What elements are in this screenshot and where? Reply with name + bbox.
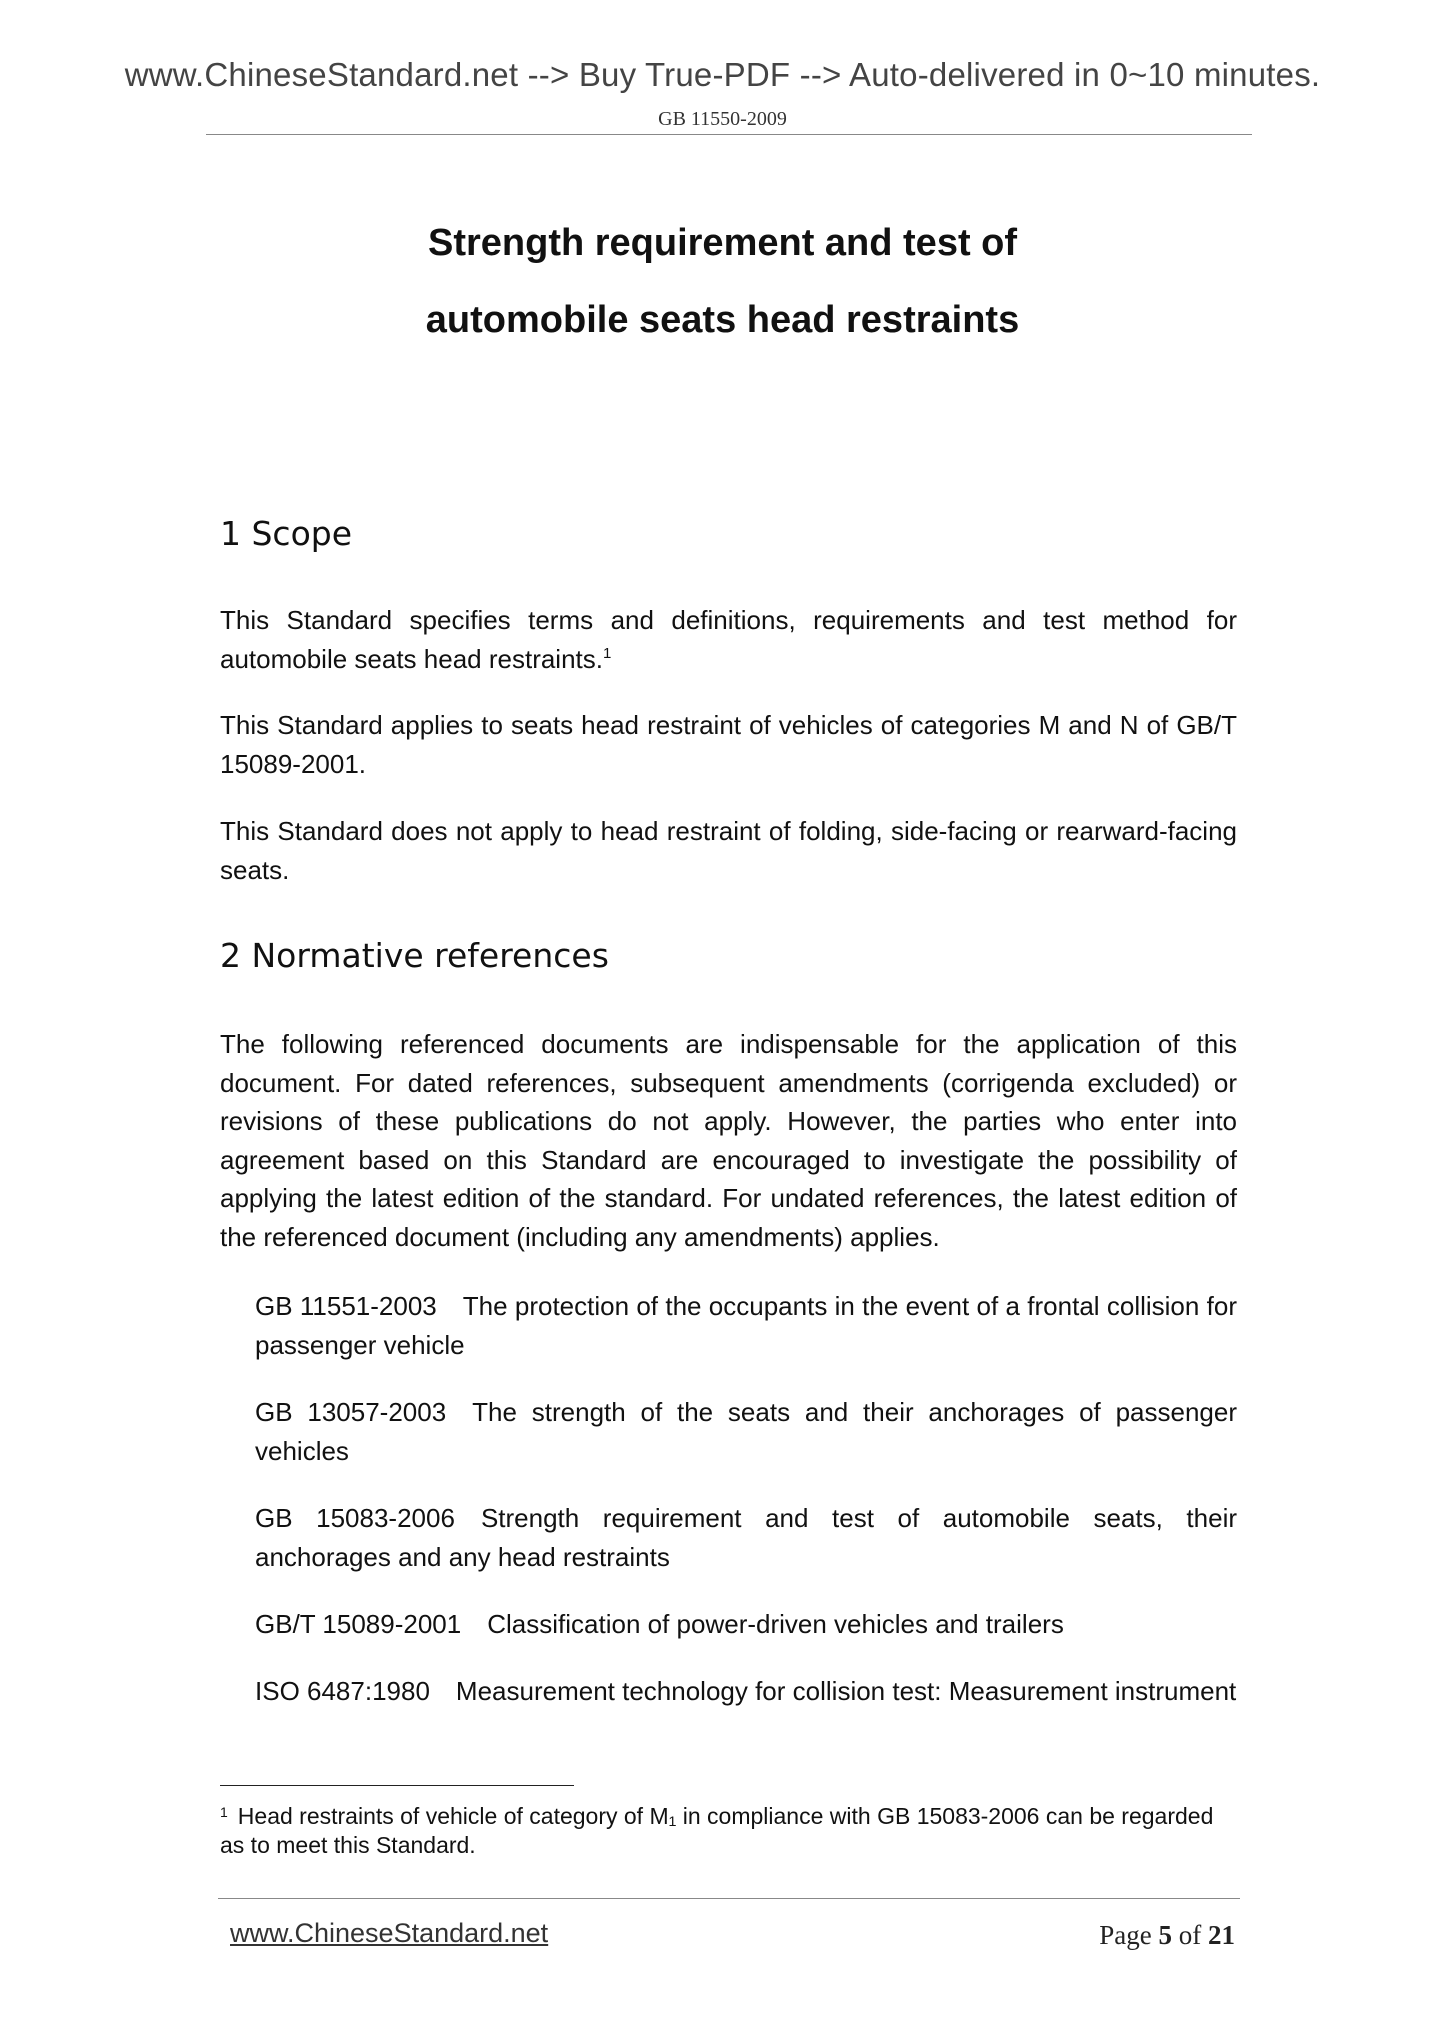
- reference-code: GB/T 15089-2001: [255, 1609, 462, 1639]
- reference-code: GB 15083-2006: [255, 1503, 455, 1533]
- reference-title: Classification of power-driven vehicles and trailers: [487, 1609, 1064, 1639]
- reference-item: [255, 1605, 1237, 1644]
- footnote-text: Head restraints of vehicle of category of M₁ in compliance with GB 15083-2006 can be regarded as to meet this Standard.: [220, 1803, 1214, 1858]
- reference-item: [255, 1287, 1237, 1364]
- reference-item: [255, 1393, 1237, 1470]
- footnote-reference[interactable]: 1: [603, 644, 612, 662]
- reference-title: The protection of the occupants in the event of a frontal collision for passenger vehicle: [255, 1291, 1237, 1360]
- scope-paragraph-1: [220, 601, 1237, 678]
- scope-paragraph-2: This Standard applies to seats head restraint of vehicles of categories M and N of GB/T 15089-2001.: [220, 710, 1237, 779]
- reference-item: [255, 1672, 1237, 1711]
- scope-paragraph-1-text: This Standard specifies terms and definitions, requirements and test method for automobile seats head restraints.: [220, 605, 1237, 674]
- reference-code: GB 11551-2003: [255, 1291, 437, 1321]
- page-current: 5: [1158, 1920, 1172, 1950]
- footnote-divider: [220, 1785, 574, 1786]
- reference-code: ISO 6487:1980: [255, 1676, 430, 1706]
- footer-website-link[interactable]: www.ChineseStandard.net: [230, 1918, 549, 1948]
- reference-title: The strength of the seats and their anchorages of passenger vehicles: [255, 1397, 1238, 1466]
- page-label: Page: [1099, 1920, 1152, 1950]
- reference-code: GB 13057-2003: [255, 1397, 447, 1427]
- top-banner-link[interactable]: www.ChineseStandard.net --> Buy True-PDF --> Auto-delivered in 0~10 minutes.: [124, 56, 1321, 93]
- section-heading-normative-references: 2 Normative references: [220, 936, 609, 975]
- footnote: [220, 1798, 1220, 1860]
- scope-paragraph-3: This Standard does not apply to head restraint of folding, side-facing or rearward-facing seats.: [220, 816, 1237, 885]
- reference-item: [255, 1499, 1237, 1576]
- document-title-line-1: Strength requirement and test of: [427, 222, 1018, 264]
- page-total: 21: [1208, 1920, 1235, 1950]
- header-divider: [206, 134, 1252, 135]
- footer-divider: [218, 1898, 1240, 1899]
- document-title-line-2: automobile seats head restraints: [425, 299, 1020, 341]
- normative-references-intro: The following referenced documents are indispensable for the application of this document. For dated references, subsequent amendments (corrigenda excluded) or revisions of these publications do not apply. However, the parties who enter into agreement based on this Standard are encouraged to investigate the possibility of applying the latest edition of the standard. For undated references, the latest edition of the referenced document (including any amendments) applies.: [220, 1029, 1237, 1252]
- reference-title: Strength requirement and test of automobile seats, their anchorages and any head restraints: [255, 1503, 1237, 1572]
- document-code: GB 11550-2009: [658, 108, 787, 130]
- section-heading-scope: 1 Scope: [220, 514, 353, 553]
- footnote-mark: 1: [220, 1804, 228, 1820]
- reference-title: Measurement technology for collision test: Measurement instrument: [455, 1676, 1237, 1706]
- page-of-label: of: [1178, 1920, 1202, 1950]
- page-number: [1099, 1920, 1235, 1951]
